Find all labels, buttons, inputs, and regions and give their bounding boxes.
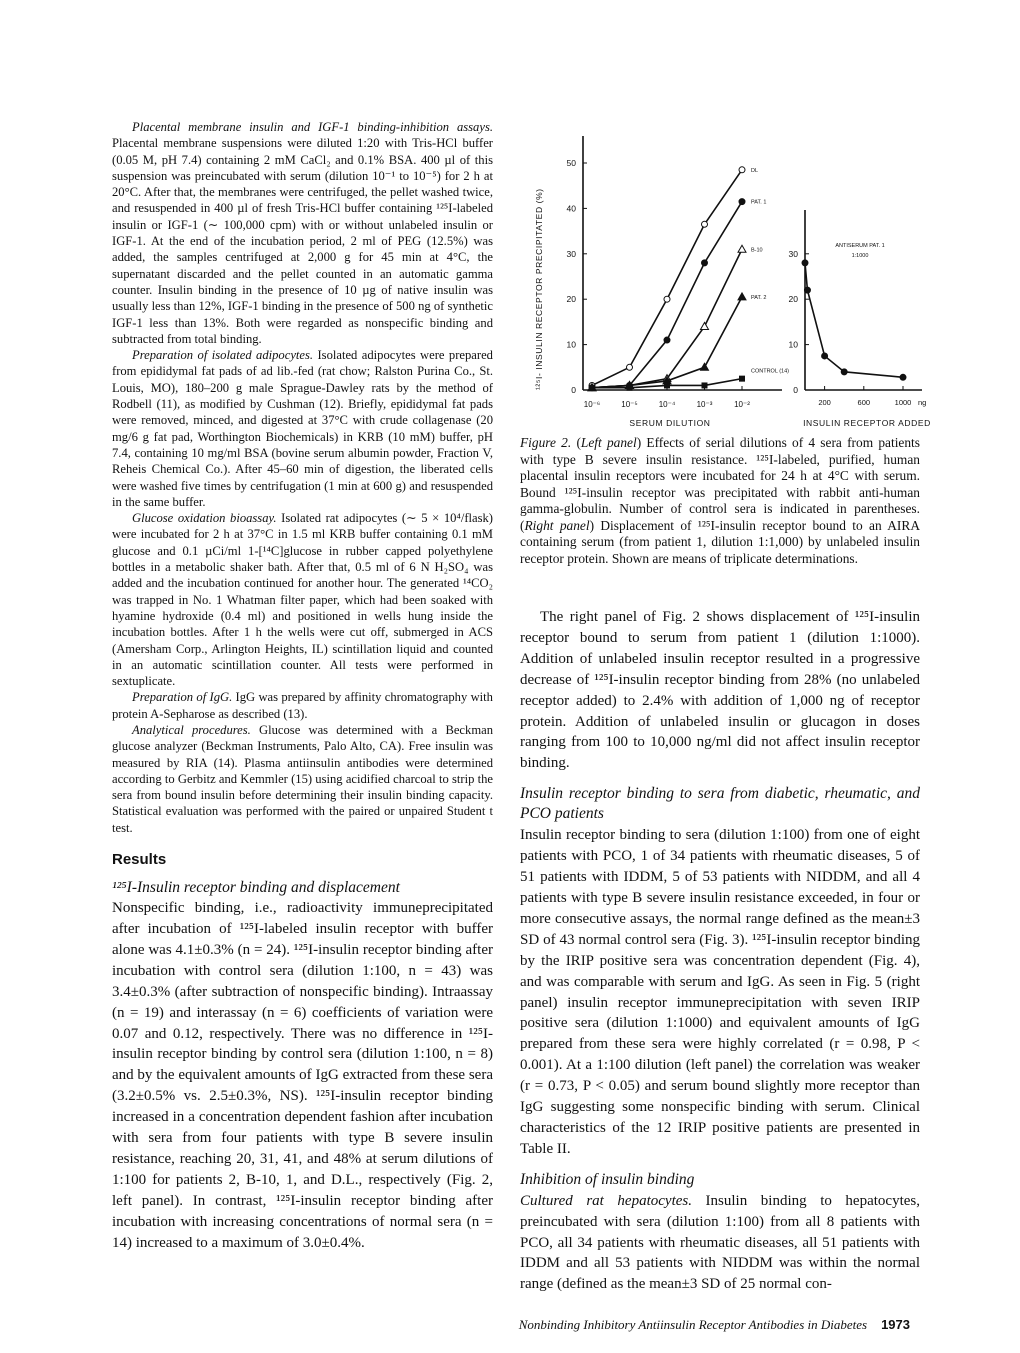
results-section [112,898,493,1253]
series-label: B-10 [751,247,763,254]
filled-circle-marker [802,260,808,266]
filled-circle-marker [804,287,810,293]
figure-caption: Figure 2. (Left panel) Effects of serial dilutions of 4 sera from patients with type B severe insulin resistance. ¹²⁵I-labeled, purified, human placental insulin receptors were incubated for 24 h at 4°C with serum. Bound ¹²⁵I-insulin receptor was precipitated with rabbit anti-human gamma-globulin. Number of control sera is indicated in parentheses. (Right panel) Displacement of ¹²⁵I-insulin receptor bound to an AIRA containing serum (from patient 1, dilution 1:1,000) by unlabeled insulin receptor protein. Shown are means of triplicate determinations. [520,435,920,566]
caption-text: ) Displacement of ¹²⁵I-insulin receptor bound to an AIRA containing serum (from patient 1, dilution 1:1,000) by unlabeled insulin receptor protein. Shown are means of triplicate determinations. [520,517,920,566]
right-annotation-line2: 1:1000 [851,253,869,259]
footer [112,1317,920,1353]
open-triangle-marker [738,245,746,252]
paragraph-text: Placental membrane suspensions were diluted 1:20 with Tris-HCl buffer (0.05 M, pH 7.4) containing 2 mM CaCl₂ and 0.1% BSA. 400 µl of this suspension was preincubated with serum (dilution 10⁻¹ to 10⁻⁵) for 2 h at 20°C. After that, the membranes were centrifuged, the pellet washed twice, and resuspended in 400 µl of fresh Tris-HCl buffer containing ¹²⁵I-labeled insulin or IGF-1 (∼ 100,000 cpm) with or without unlabeled insulin or IGF-1. At the end of the incubation period, 2 ml of PEG (12.5%) was added, the samples centrifuged at 2,000 g for 45 min at 4°C, the supernatant discarded and the pellet counted in an automatic gamma counter. Insulin binding in the presence of 10 µg of native insulin was usually less than 12%, IGF-1 binding in the presence of 500 ng of synthetic IGF-1 less than 13%. Both were regarded as nonspecific binding and subtracted from total binding. [112,136,493,346]
methods-paragraph [112,722,493,836]
y-axis-label: ¹²⁵I- INSULIN RECEPTOR PRECIPITATED (%) [534,188,544,390]
open-circle-marker [627,364,633,370]
filled-square-marker [664,382,670,388]
open-circle-marker [702,221,708,227]
methods-paragraph [112,689,493,722]
methods-paragraph [112,119,493,347]
x-tick-label: 10⁻³ [696,400,713,409]
results-paragraph: Nonspecific binding, i.e., radioactivity immuneprecipitated after incubation of ¹²⁵I-labeled insulin receptor with buffer alone was 4.1±0.3% (n = 24). ¹²⁵I-insulin receptor binding after incubation with control sera (dilution 1:100, n = 43) was 3.4±0.3% (after subtraction of nonspecific binding). Intraassay (n = 19) and interassay (n = 6) coefficients of variation were 0.07 and 0.12, respectively. There was no difference in ¹²⁵I-insulin receptor binding by control sera (dilution 1:100, n = 8) and by the equivalent amounts of IgG extracted from these sera (3.2±0.5% vs. 2.5±0.3%, NS). ¹²⁵I-insulin receptor binding increased in a concentration dependent fashion after incubation with sera from four patients with type B severe insulin resistance, reaching 20, 31, 41, and 48% at serum dilutions of 1:100 for patients 2, B-10, 1, and D.L., respectively (Fig. 2, left panel). In contrast, ¹²⁵I-insulin receptor binding after incubation with increasing concentrations of normal sera (n = 14) increased to a maximum of 3.0±0.4%. [112,900,493,1251]
x-tick-label: 10⁻² [734,400,750,409]
y-tick-label: 30 [788,248,798,259]
paragraph-lead: Preparation of isolated adipocytes. [132,348,314,363]
x-tick-label: 200 [818,398,831,407]
paragraph-lead: Glucose oxidation bioassay. [132,511,277,526]
right-column-text [520,607,920,1295]
filled-circle-marker [822,353,828,359]
open-triangle-marker [701,322,709,329]
caption-right-panel: Right panel [524,517,590,533]
paragraph-text: Insulin binding to hepatocytes, preincubated with sera (dilution 1:100) from all 8 patients with PCO, all 34 patients with rheumatic diseases, all 51 patients with IDDM and all 53 patients with NIDDM was within the normal range (defined as the mean±3 SD of 25 normal con- [520,1192,920,1293]
y-tick-label: 20 [566,294,576,305]
y-tick-label: 0 [793,385,798,395]
body-paragraph [520,1191,920,1296]
results-heading: Results [112,851,167,869]
filled-triangle-marker [738,293,746,300]
page-number: 1973 [881,1317,910,1333]
filled-circle-marker [900,374,906,380]
y-tick-label: 20 [788,294,798,305]
paragraph-text: Isolated rat adipocytes (∼ 5 × 10⁴/flask) were incubated for 2 h at 37°C in 1.5 ml KRB buffer containing 0.1 mM glucose and 0.1 µCi/ml 1-[¹⁴C]glucose in rubber capped polyethylene bottles in a metabolic shaker bath. After that, 0.5 ml of 6 N H₂SO₄ was added and the incubation continued for another hour. The generated ¹⁴CO₂ was trapped in No. 1 Whatman filter paper, which had been soaked with hyamine hydroxide (0.4 ml) and positioned in wells hung inside the incubation bottles. After 1 h the wells were cut off, submerged in ACS (Amersham Corp., Arlington Heights, IL) scintillation liquid and counted in an automatic scintillation counter. All tests were performed in sextuplicate. [112,511,493,689]
series-label: CONTROL (14) [751,368,789,375]
filled-circle-marker [702,260,708,266]
filled-square-marker [702,382,708,388]
y-tick-label: 10 [566,339,576,350]
body-paragraph: Insulin receptor binding to sera (dilution 1:100) from one of eight patients with PCO, 1 of 34 patients with rheumatic diseases, 5 of 51 patients with IDDM, 5 of 53 patients with NIDDM, and all 4 patients with type B severe insulin resistance exceeded, in four or more consecutive assays, the normal range defined as the mean±3 SD of 43 normal control sera (Fig. 3). ¹²⁵I-insulin receptor binding by the IRIP positive sera was concentration dependent (Fig. 4), and was comparable with serum and IgG. As seen in Fig. 5 (right panel) insulin receptor immuneprecipitation with seven IRIP positive sera (dilution 1:1000) and equivalent amounts of IgG prepared from these sera were highly correlated (r = 0.98, P < 0.001). At a 1:100 dilution (left panel) the correlation was weaker (r = 0.73, P < 0.05) and serum bound slightly more receptor than IgG suggesting some nonspecific binding with serum. Clinical characteristics of the 12 IRIP positive patients are presented in Table II. [520,827,920,1157]
section-subheading: Inhibition of insulin binding [520,1170,695,1188]
series-line-dl [592,170,742,386]
x-tick-label: 10⁻⁵ [621,400,638,409]
paragraph-lead: Preparation of IgG. [132,690,233,705]
caption-label: Figure 2. [520,435,572,450]
y-tick-label: 10 [788,339,798,350]
series-line-b-10 [592,249,742,387]
y-tick-label: 40 [566,203,576,214]
x-tick-label: 10⁻⁴ [658,400,676,409]
y-tick-label: 50 [566,158,576,168]
open-circle-marker [664,296,670,302]
left-column [112,119,493,1295]
caption-left-panel: Left panel [580,435,637,450]
filled-circle-marker [841,369,847,375]
body-paragraph: The right panel of Fig. 2 shows displacement of ¹²⁵I-insulin receptor bound to serum from patient 1 (dilution 1:1000). Addition of unlabeled insulin receptor resulted in a progressive decrease of ¹²⁵I-insulin receptor binding from 28% (no unlabeled receptor added) to 2.4% with addition of 1,000 ng of receptor protein. Addition of unlabeled insulin or glucagon in doses ranging from 100 to 10,000 ng/ml did not affect insulin receptor binding. [520,609,920,772]
paragraph-lead: Analytical procedures. [132,722,251,737]
running-footer: Nonbinding Inhibitory Antiinsulin Receptor Antibodies in Diabetes [518,1317,868,1333]
figure-2-chart [520,130,940,430]
x-axis-label-right: INSULIN RECEPTOR ADDED [803,418,931,428]
series-label: DL [751,167,759,174]
paragraph-lead: Placental membrane insulin and IGF-1 binding-inhibition assays. [132,120,493,134]
paragraph-text: IgG was prepared by affinity chromatography with protein A-Sepharose as described (13). [112,690,493,721]
series-label: PAT. 2 [751,294,767,301]
x-tick-label: 600 [857,398,871,407]
methods-section [112,119,493,836]
right-column [520,119,931,1295]
x-axis-label-left: SERUM DILUTION [629,418,711,428]
paragraph-text: Isolated adipocytes were prepared from epididymal fat pads of ad lib.-fed (rat chow; Ralston Purina Co., St. Louis, MO), 180–200 g male Sprague-Dawley rats by the method of Rodbell (11), as modified by Cushman (12). Briefly, epididymal fat pads were removed, minced, and digested at 37°C with crude collagenase (20 mg/6 g fat pad, Worthington Biochemicals) in KRB (10 mM) buffer, pH 7.4, containing 10 mg/ml BSA (bovine serum albumin powder, Fraction V, Reheis Chemical Co.). After 45–60 min of digestion, the liberated cells were washed five times by centrifugation (1 min at 600 g) and resuspended in the same buffer. [112,348,493,509]
x-tick-label: 1000 [894,398,912,407]
right-annotation-line1: ANTISERUM PAT. 1 [835,243,885,249]
caption-text: ) Effects of serial dilutions of 4 sera from patients with type B severe insulin resistance. ¹²⁵I-labeled, purified, human placental insulin receptors were incubated for 24 h at 4°C with serum. Bound ¹²⁵I-insulin receptor was precipitated with rabbit anti-human gamma-globulin. Number of control sera is indicated in parentheses. ( [520,435,920,533]
y-tick-label: 30 [566,248,576,259]
filled-square-marker [627,385,633,391]
y-tick-label: 0 [571,385,576,395]
filled-square-marker [739,376,745,382]
results-subheading: ¹²⁵I-Insulin receptor binding and displacement [112,879,400,897]
x-tick-label: 10⁻⁶ [583,400,601,409]
methods-paragraph [112,347,493,510]
series-label: PAT. 1 [751,199,767,206]
filled-triangle-marker [701,363,709,370]
series-line-right [805,263,903,377]
methods-paragraph [112,510,493,689]
filled-circle-marker [739,199,745,205]
paragraph-lead: Cultured rat hepatocytes. [520,1192,692,1209]
filled-circle-marker [664,337,670,343]
open-circle-marker [739,167,745,173]
right-x-unit: ng [918,398,927,407]
filled-square-marker [589,385,595,391]
section-subheading: Insulin receptor binding to sera from diabetic, rheumatic, and PCO patients [520,785,920,823]
paragraph-text: Glucose was determined with a Beckman glucose analyzer (Beckman Instruments, Palo Alto, CA). Free insulin was measured by RIA (14). Plasma antiinsulin antibodies were determined according to Gerbitz and Kemmler (15) using acidified charcoal to strip the sera from bound insulin before determining their insulin binding capacity. Statistical evaluation was performed with the paired or unpaired Student t test. [112,722,493,835]
